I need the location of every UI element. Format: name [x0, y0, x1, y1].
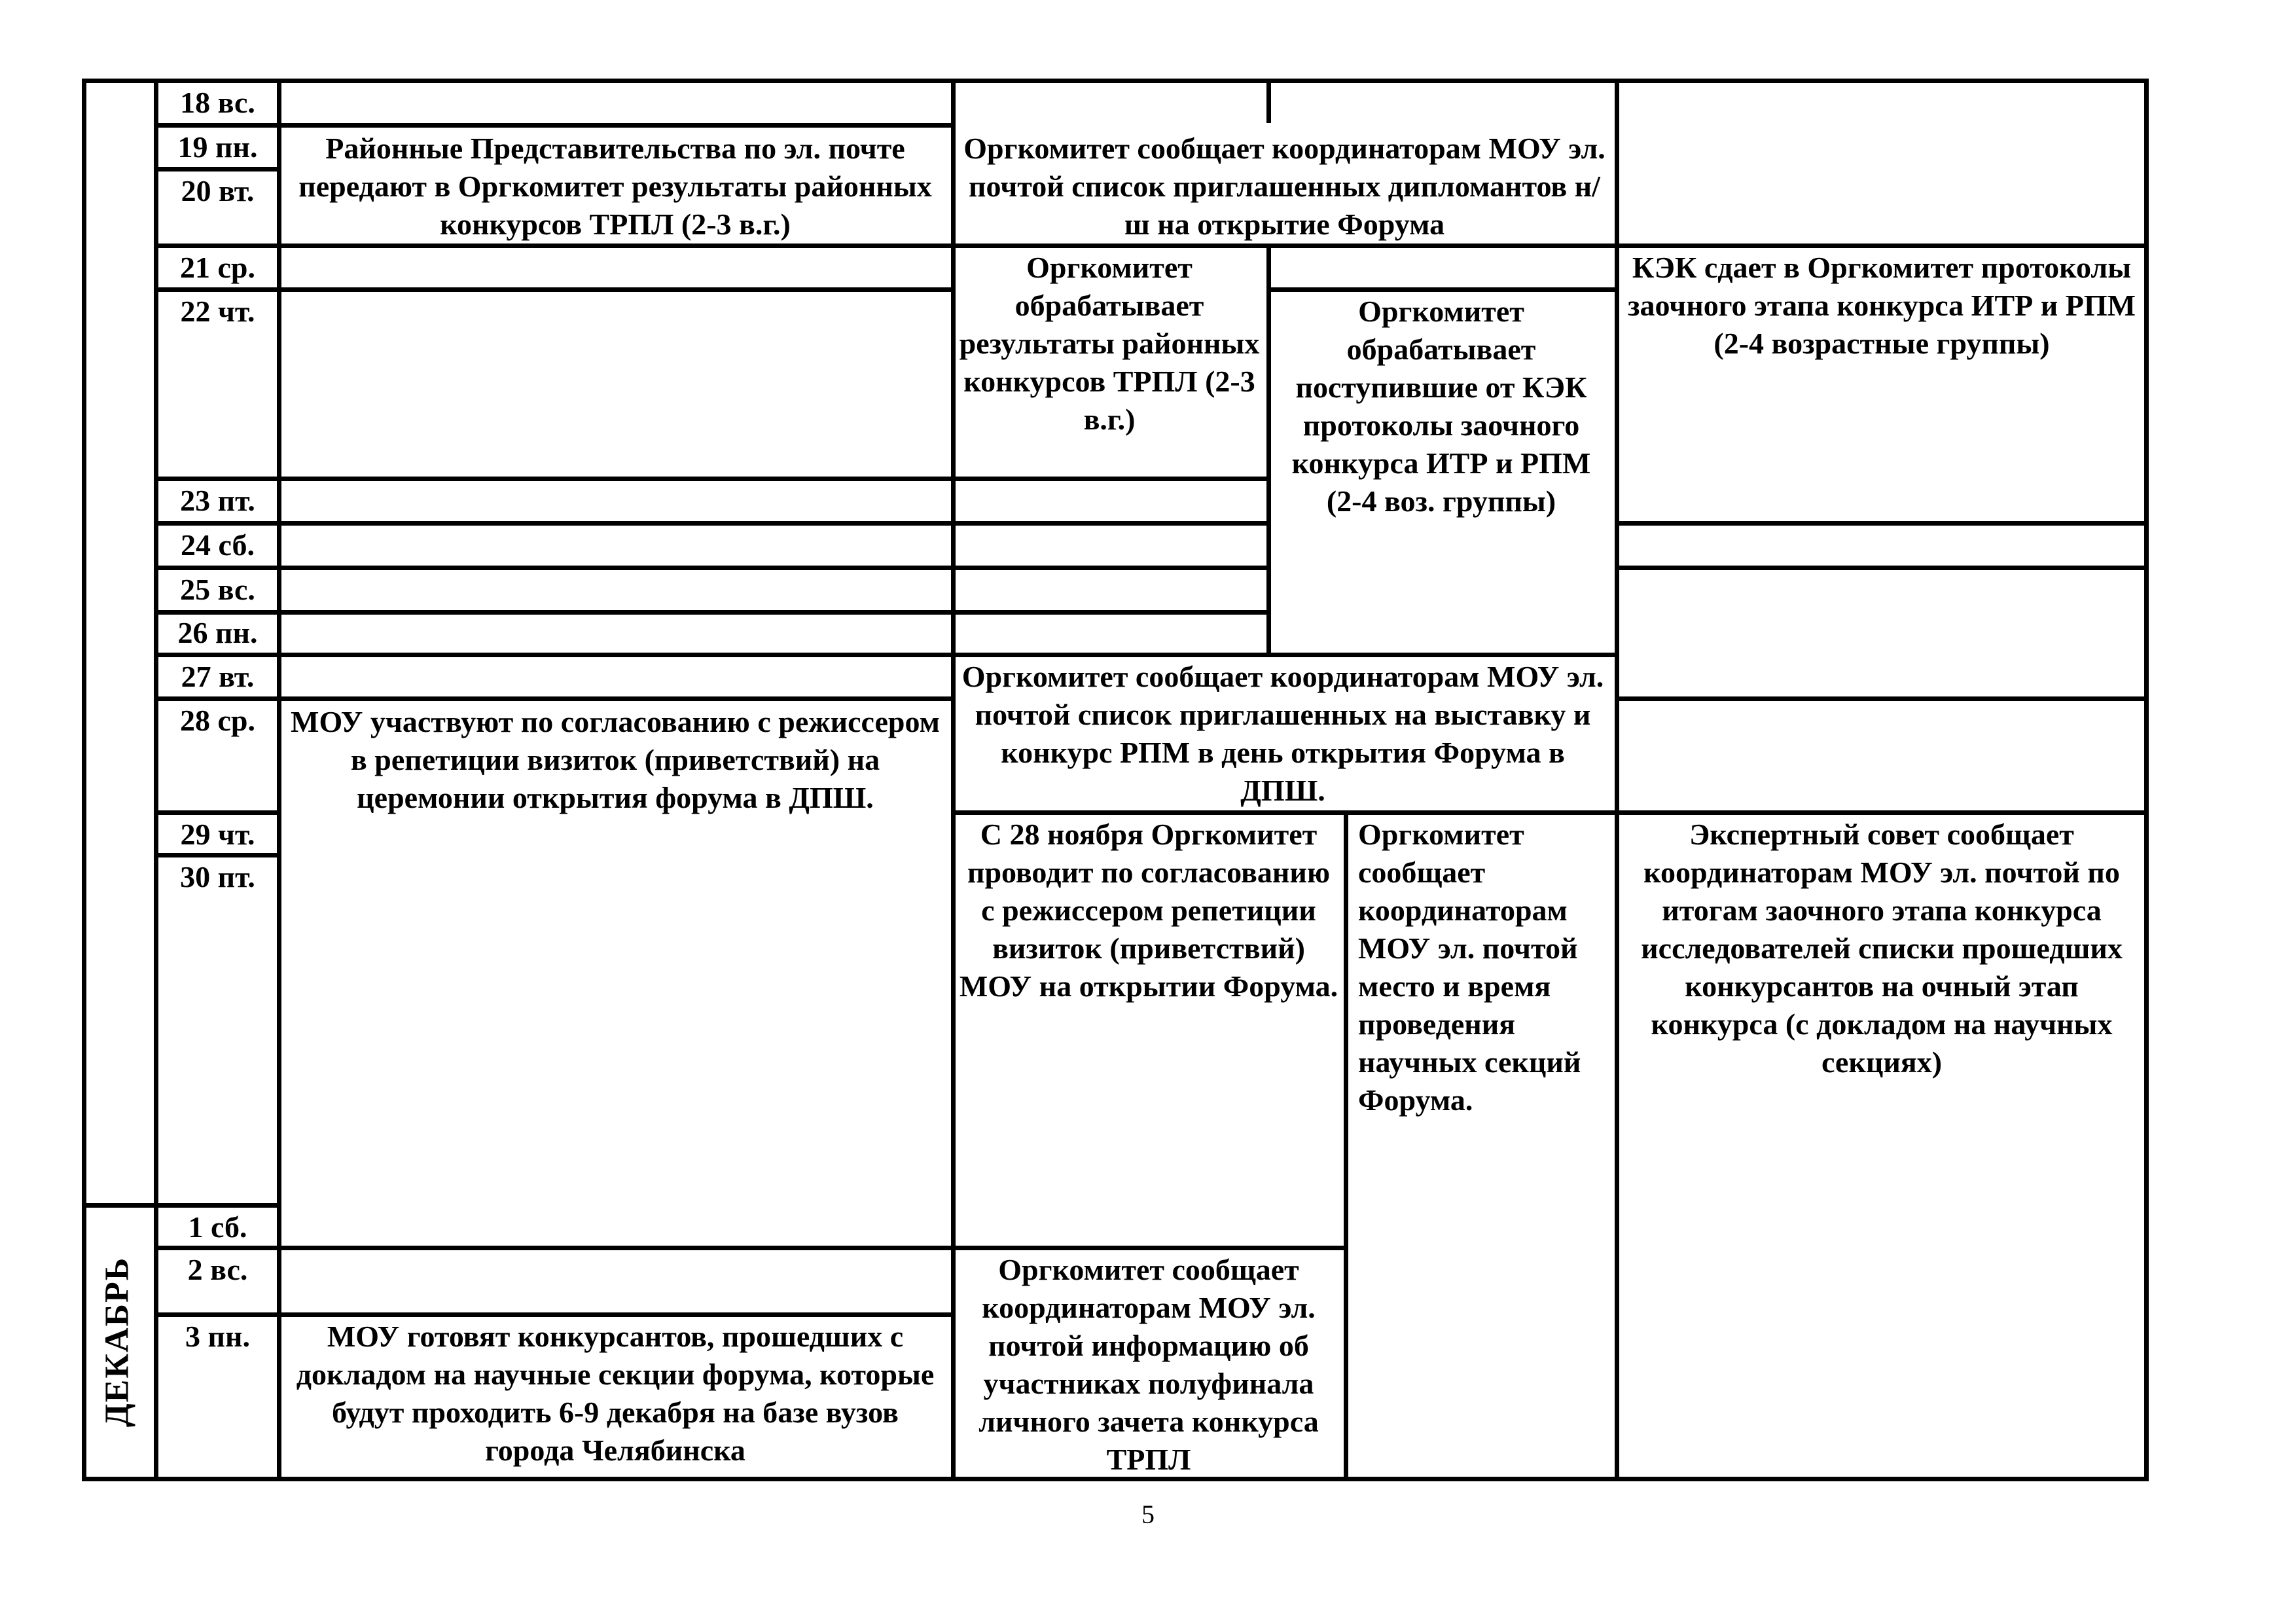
col-c2-split-bottom — [1344, 814, 1348, 1481]
day-line — [154, 696, 956, 701]
day-label: 27 вт. — [181, 660, 255, 693]
day-line — [154, 123, 956, 128]
day-label: 21 ср. — [180, 251, 255, 284]
day-label: 1 сб. — [188, 1210, 247, 1244]
cell-invited-diploma: Оргкомитет сообщает координаторам МОУ эл. почтой список приглашенных дипломантов н/ш на открытие Форума — [963, 132, 1605, 241]
cell-process-kek: Оргкомитет обрабатывает поступившие от КЭК протоколы заочного конкурса ИТР и РПМ (2-4 воз. группы) — [1291, 295, 1591, 518]
c3-line — [1615, 696, 2149, 701]
page-number: 5 — [1141, 1500, 1155, 1529]
day-label: 25 вс. — [180, 573, 255, 606]
day-label: 2 вс. — [187, 1253, 248, 1286]
col-c2a-c2b-mid — [1266, 245, 1271, 657]
day-label: 19 пн. — [177, 130, 258, 164]
day-line — [154, 477, 1266, 481]
cell-process-trpl: Оргкомитет обрабатывает результаты районных конкурсов ТРПЛ (2-3 в.г.) — [959, 251, 1260, 436]
day-label: 18 вс. — [180, 86, 255, 119]
day-line — [154, 810, 278, 815]
c2-line — [951, 244, 1266, 248]
day-line — [154, 167, 278, 171]
day-line — [154, 521, 1266, 526]
cell-invited-exhibition: Оргкомитет сообщает координаторам МОУ эл. почтой список приглашенных на выставку и конкурс РПМ в день открытия Форума в ДПШ. — [961, 660, 1604, 807]
day-line — [154, 610, 1266, 615]
c3-line — [1615, 521, 2149, 526]
cell-mou-rehearsal: МОУ участвуют по согласованию с режиссером в репетиции визиток (приветствий) на церемонии открытия форума в ДПШ. — [291, 705, 940, 814]
day-label: 3 пн. — [185, 1320, 250, 1353]
day-label: 22 чт. — [180, 295, 255, 328]
day-line — [154, 1203, 278, 1208]
month-label: ДЕКАБРЬ — [98, 1256, 136, 1428]
day-label: 26 пн. — [177, 616, 258, 649]
c2-line — [951, 810, 2149, 815]
col-c2a-c2b-top — [1266, 79, 1271, 123]
cell-org-rehearsal: С 28 ноября Оргкомитет проводит по согласованию с режиссером репетиции визиток (приветствий) МОУ на открытии Форума. — [959, 818, 1338, 1003]
day-label: 30 пт. — [180, 860, 255, 893]
cell-expert-council: Экспертный совет сообщает координаторам МОУ эл. почтой по итогам заочного этапа конкурса исследователей списки прошедших конкурсантов на очный этап конкурса (с докладом на научных секциях) — [1641, 818, 2123, 1079]
day-label: 23 пт. — [180, 484, 255, 517]
day-line — [154, 653, 1615, 657]
cell-semifinal: Оргкомитет сообщает координаторам МОУ эл. почтой информацию об участниках полуфинала личного зачета конкурса ТРПЛ — [978, 1253, 1319, 1476]
day-label: 29 чт. — [180, 818, 255, 851]
day-line — [154, 853, 278, 857]
border-top — [82, 79, 2149, 83]
cell-district-results: Районные Представительства по эл. почте передают в Оргкомитет результаты районных конкурсов ТРПЛ (2-3 в.г.) — [298, 132, 932, 241]
col-c2-c3 — [1615, 79, 1619, 1481]
day-label: 20 вт. — [181, 174, 255, 208]
day-line — [154, 1246, 1348, 1250]
c3-line — [1615, 566, 2149, 570]
day-line — [154, 287, 956, 292]
day-line — [154, 1312, 956, 1317]
border-right — [2144, 79, 2149, 1481]
cell-org-sections: Оргкомитет сообщает координаторам МОУ эл. почтой место и время проведения научных секций Форума. — [1358, 818, 1581, 1117]
c2b-line — [1266, 287, 1615, 292]
day-label: 24 сб. — [181, 528, 255, 562]
day-line — [154, 566, 1266, 570]
cell-mou-prepare: МОУ готовят конкурсантов, прошедших с докладом на научные секции форума, которые будут проходить 6-9 декабря на базе вузов города Челябинска — [296, 1320, 935, 1467]
day-label: 28 ср. — [180, 704, 255, 737]
cell-kek-submits: КЭК сдает в Оргкомитет протоколы заочного этапа конкурса ИТР и РПМ (2-4 возрастные группы) — [1627, 251, 2136, 360]
